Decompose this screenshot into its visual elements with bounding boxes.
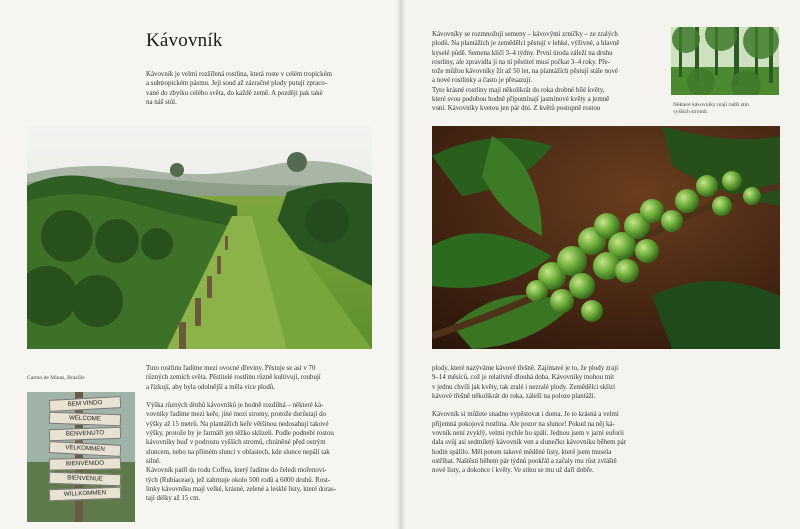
right-page	[401, 0, 800, 529]
sign-board: BIENVENUE	[49, 472, 121, 487]
right-top-text: Kávovníky se rozmnožují semeny – kávovými zrníčky – ze zralých plodů. Na plantážích je zemědělci pěstují v lehké, výživné, a hlavně kyselé půdě. Semena klíčí 3–4 týdny. První úroda záleží na druhu rostliny, ale zpravidla ji na ní pěstitel musí počkat 3–4 roky. Pře- tože můžou kávovníky žít až 50 let, na plantážích pěstují stále nové a nové rostlinky a často je přesazují. Tyto krásné rostliny mají několikrát do roka drobné bílé květy, které svou podobou hodně připomínají jasmínové květy a jemně voní. Kávovníky kvetou jen pár dní. Z květů postupně rostou	[432, 31, 620, 113]
coffee-cherries-photo	[432, 126, 780, 349]
forest-photo	[671, 27, 779, 95]
book-gutter	[396, 0, 406, 529]
sign-board-stack	[49, 396, 121, 503]
sign-board: WILLKOMMEN	[49, 487, 121, 502]
sign-board: BEM VINDO	[49, 396, 122, 412]
sign-photo	[27, 392, 135, 522]
sign-caption: Carmo de Minas, Brazílie	[27, 375, 85, 381]
forest-caption: Některé kávovníky mají radši stín vyšších stromů.	[673, 102, 749, 116]
left-body-text: Tuto rostlinu řadíme mezi ovocné dřeviny. Pěstuje se asi v 70 různých zemích světa. Pěstitelé rostlinu různě kultivují, roubují a řízkují, aby byla odolnější a měla více plodů. Výška různých druhů kávovníků je hodně rozdílná – některé ká- vovníky řadíme mezi keře, jiné mezi stromy, protože dorůstají do výšky až 15 metrů. Na plantážích keře většinou nedosahují takové výšky, protože by je farmáři jen těžko sklízeli. Podle podnebí rostou kávovníky buď v podrostu vyšších stromů, chráněné před ostrým sluncem, nebo na přímém slunci v oblastech, kde slunce nepálí tak silně. Kávovník patří do rodu Coffea, který řadíme do čeledi mořenovi- tých (Rubiaceae), jež zahrnuje okolo 500 rodů a 6000 druhů. Rost- linky kávovníku mají velké, krásné, zelené a lesklé listy, které doras- tají délky až 15 cm.	[146, 365, 336, 503]
intro-paragraph: Kávovník je velmi rozšířená rostlina, která roste v celém tropickém a subtropickém pásmu. Její soud až zázračné plody putují zpraco- vané do zbytku celého světa, do každé země. A později pak také na náš stůl.	[146, 71, 332, 106]
sign-board: WELCOME	[49, 412, 121, 427]
plantation-photo	[27, 126, 372, 349]
page-title: Kávovník	[146, 30, 223, 51]
sign-board: BENVENUTO	[49, 427, 121, 442]
sign-board: VELKOMMEN	[49, 441, 122, 457]
sign-board: BIENVENIDO	[49, 457, 121, 470]
right-bottom-text: plody, které nazýváme kávové třešně. Zajímavé je to, že plody zrají 9–14 měsíců, což je relativně dlouhá doba. Kávovníky mohou mít v jednu chvíli jak květy, tak zralé i nezralé plody. Zemědělci sklízí kávové třešně několikrát do roka, záleží na poloze plantáží. Kávovník si můžete snadno vypěstovat i doma. Je to krásná a velmi příjemná pokojová rostlina. Ale pozor na slunce! Pokud na něj ká- vovník není zvyklý, velmi rychle ho spálí. Jednou jsem v jarní euforii dala svůj asi sedmiletý kávovník ven a slunečko kávovníku během pár hodin spálilo. Měl potom takové měděné listy, které jsem musela ostříhat. Naštěstí během pár týdnů pookřál a začaly mu růst zvláště nové listy, a dokonce i květy. Ve stínu se mu už daří dobře.	[432, 365, 627, 475]
